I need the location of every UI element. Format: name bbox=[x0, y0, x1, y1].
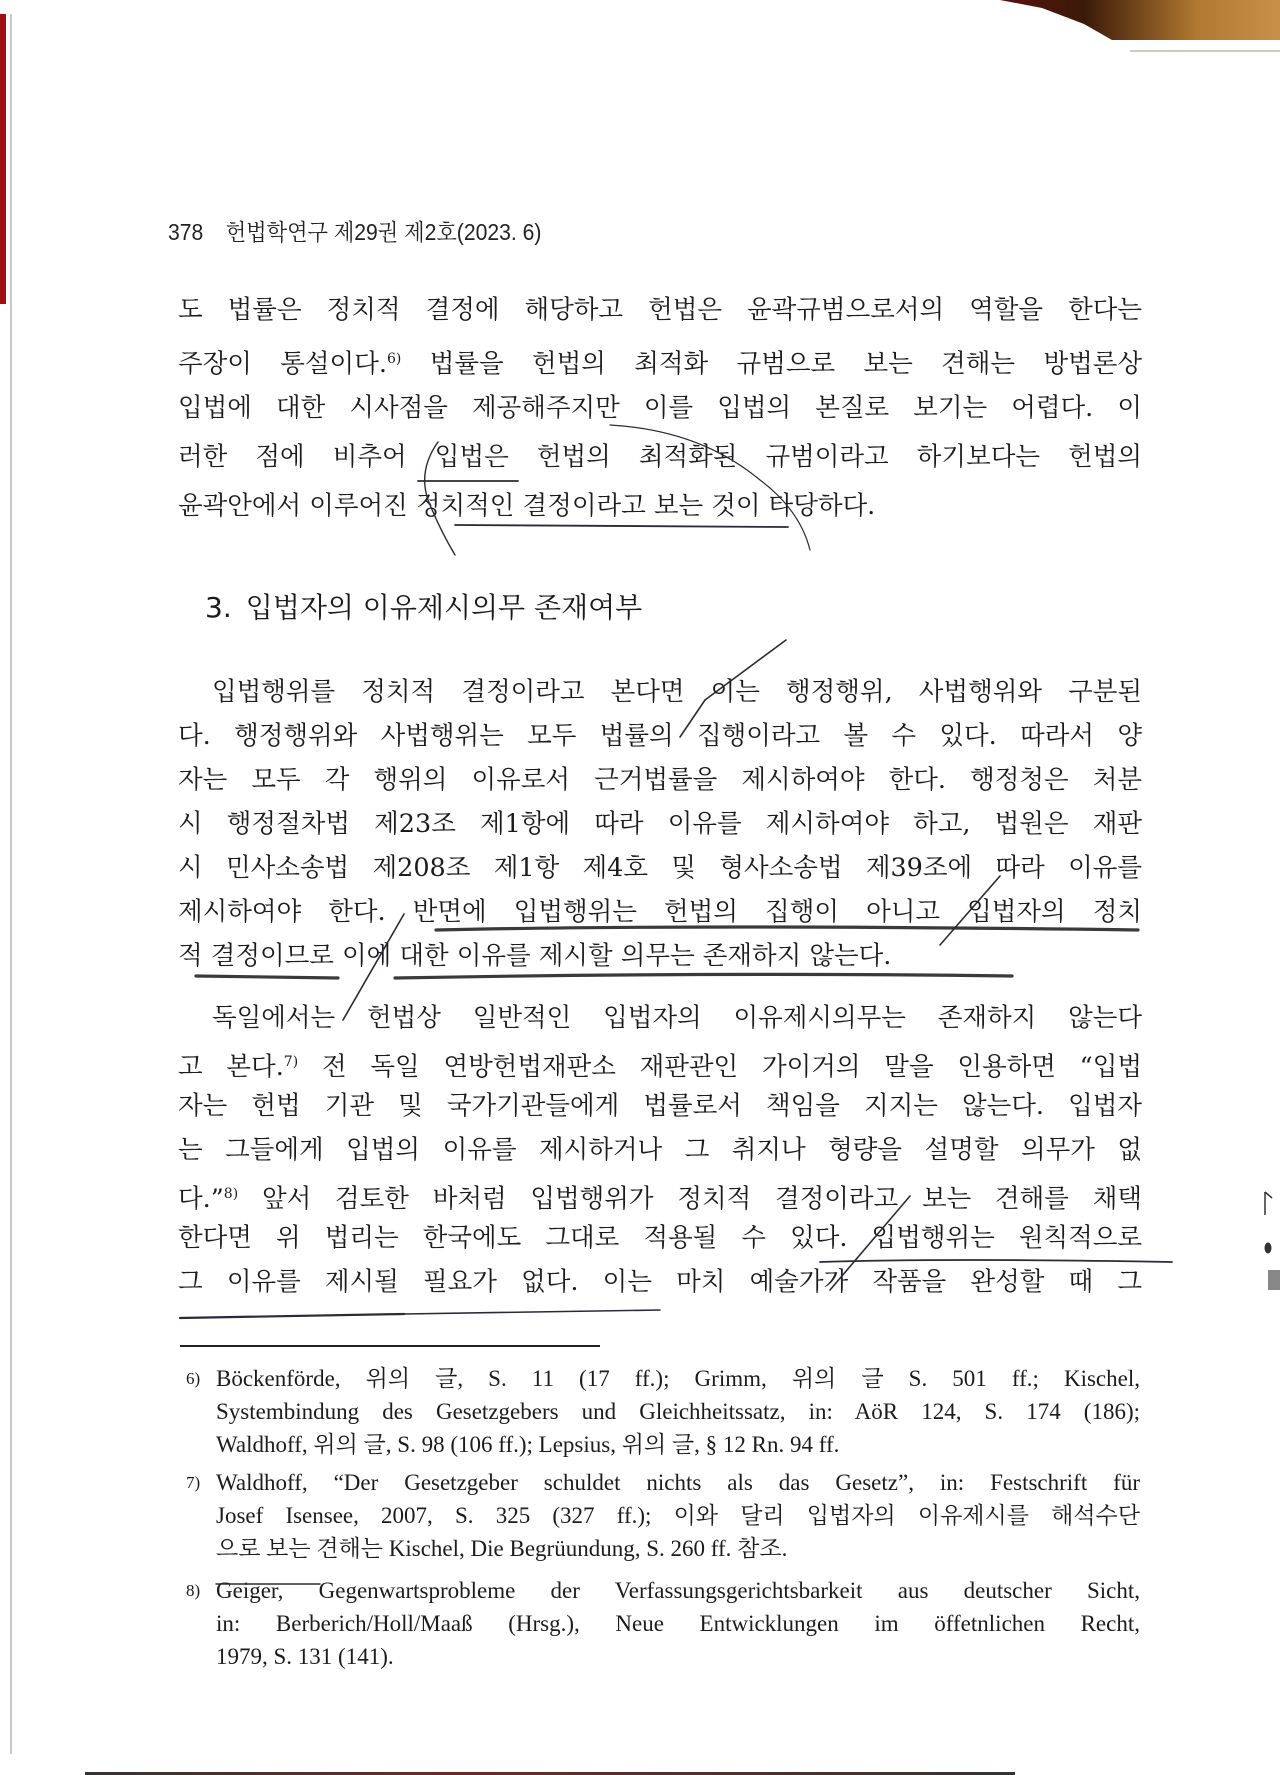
text-line: 도 법률은 정치적 결정에 해당하고 헌법은 윤곽규범으로서의 역할을 한다는 bbox=[178, 295, 1142, 325]
text-line: 입법에 대한 시사점을 제공해주지만 이를 입법의 본질로 보기는 어렵다. 이 bbox=[178, 393, 1142, 423]
footnote-ref-6[interactable]: 6) bbox=[386, 351, 402, 367]
page-left-edge bbox=[10, 14, 12, 1754]
text-line: 적 결정이므로 이에 대한 이유를 제시할 의무는 존재하지 않는다. bbox=[178, 941, 892, 971]
text-line: 윤곽안에서 이루어진 정치적인 결정이라고 보는 것이 타당하다. bbox=[178, 491, 876, 521]
page-edge-line bbox=[1130, 50, 1280, 52]
text-line: 한다면 위 법리는 한국에도 그대로 적용될 수 있다. 입법행위는 원칙적으로 bbox=[178, 1223, 1142, 1253]
margin-mark bbox=[1268, 1270, 1280, 1290]
text-segment: 주장이 통설이다. bbox=[178, 349, 387, 379]
photo-corner-background bbox=[1000, 0, 1280, 40]
text-line bbox=[178, 1042, 1142, 1082]
footnote-separator bbox=[180, 1345, 600, 1347]
footnote-line: Böckenförde, 위의 글, S. 11 (17 ff.); Grimm, 위의 글 S. 501 ff.; Kischel, bbox=[216, 1366, 1140, 1391]
book-binding-edge bbox=[0, 14, 6, 304]
text-line: 제시하여야 한다. 반면에 입법행위는 헌법의 집행이 아니고 입법자의 정치 bbox=[178, 897, 1142, 927]
underline-mark bbox=[180, 1314, 404, 1318]
text-line: 독일에서는 헌법상 일반적인 입법자의 이유제시의무는 존재하지 않는다 bbox=[212, 1003, 1142, 1033]
text-line: 그 이유를 제시될 필요가 없다. 이는 마치 예술가가 작품을 완성할 때 그 bbox=[178, 1267, 1142, 1297]
text-line: 자는 모두 각 행위의 이유로서 근거법률을 제시하여야 한다. 행정청은 처분 bbox=[178, 765, 1142, 795]
text-segment: 앞서 검토한 바처럼 입법행위가 정치적 결정이라고 보는 견해를 채택 bbox=[238, 1184, 1142, 1214]
section-title: 입법자의 이유제시의무 존재여부 bbox=[245, 591, 643, 624]
footnote-number: 6) bbox=[186, 1369, 201, 1388]
margin-mark bbox=[1265, 1192, 1272, 1215]
footnote-line: 1979, S. 131 (141). bbox=[216, 1644, 394, 1669]
text-segment: 다.” bbox=[178, 1184, 224, 1214]
text-line: 시 행정절차법 제23조 제1항에 따라 이유를 제시하여야 하고, 법원은 재판 bbox=[178, 809, 1142, 839]
underline-mark bbox=[196, 976, 338, 978]
text-line: 자는 헌법 기관 및 국가기관들에게 법률로서 책임을 지지는 않는다. 입법자 bbox=[178, 1091, 1142, 1121]
journal-title: 헌법학연구 제29권 제2호(2023. 6) bbox=[225, 219, 542, 245]
section-heading bbox=[205, 586, 642, 626]
text-line: 러한 점에 비추어 입법은 헌법의 최적화된 규범이라고 하기보다는 헌법의 bbox=[178, 442, 1142, 472]
footnote-line: in: Berberich/Holl/Maaß (Hrsg.), Neue Entwicklungen im öffetnlichen Recht, bbox=[216, 1611, 1140, 1636]
text-segment: 법률을 헌법의 최적화 규범으로 보는 견해는 방법론상 bbox=[401, 349, 1142, 379]
footnote-line: Systembindung des Gesetzgebers und Gleichheitssatz, in: AöR 124, S. 174 (186); bbox=[216, 1399, 1140, 1424]
text-line: 다. 행정행위와 사법행위는 모두 법률의 집행이라고 볼 수 있다. 따라서 양 bbox=[178, 721, 1142, 751]
section-number: 3. bbox=[205, 591, 232, 624]
footnote-ref-8[interactable]: 8) bbox=[223, 1186, 239, 1202]
page-number: 378 bbox=[168, 219, 204, 245]
footnote-number: 8) bbox=[186, 1581, 201, 1600]
text-line: 는 그들에게 입법의 이유를 제시하거나 그 취지나 형량을 설명할 의무가 없 bbox=[178, 1135, 1142, 1165]
footnote-number: 7) bbox=[186, 1473, 201, 1492]
underline-mark bbox=[404, 1310, 660, 1314]
footnote-ref-7[interactable]: 7) bbox=[283, 1054, 299, 1070]
running-head bbox=[168, 214, 541, 247]
text-line bbox=[178, 339, 1142, 379]
text-line: 시 민사소송법 제208조 제1항 제4호 및 형사소송법 제39조에 따라 이유를 bbox=[178, 853, 1142, 883]
footnote-line: Waldhoff, “Der Gesetzgeber schuldet nichts als das Gesetz”, in: Festschrift für bbox=[216, 1470, 1140, 1495]
footnote-line: 으로 보는 견해는 Kischel, Die Begrüundung, S. 260 ff. 참조. bbox=[216, 1536, 788, 1561]
text-segment: 고 본다. bbox=[178, 1052, 284, 1082]
text-segment: 전 독일 연방헌법재판소 재판관인 가이거의 말을 인용하면 “입법 bbox=[298, 1052, 1142, 1082]
text-line bbox=[178, 1174, 1142, 1214]
footnote-line: Josef Isensee, 2007, S. 325 (327 ff.); 이와 달리 입법자의 이유제시를 해석수단 bbox=[216, 1503, 1140, 1528]
text-line: 입법행위를 정치적 결정이라고 본다면 이는 행정행위, 사법행위와 구분된 bbox=[212, 677, 1142, 707]
footnote-line: Waldhoff, 위의 글, S. 98 (106 ff.); Lepsius, 위의 글, § 12 Rn. 94 ff. bbox=[216, 1432, 840, 1457]
footnote-line: Geiger, Gegenwartsprobleme der Verfassungsgerichtsbarkeit aus deutscher Sicht, bbox=[216, 1578, 1140, 1603]
margin-mark bbox=[1265, 1243, 1271, 1253]
